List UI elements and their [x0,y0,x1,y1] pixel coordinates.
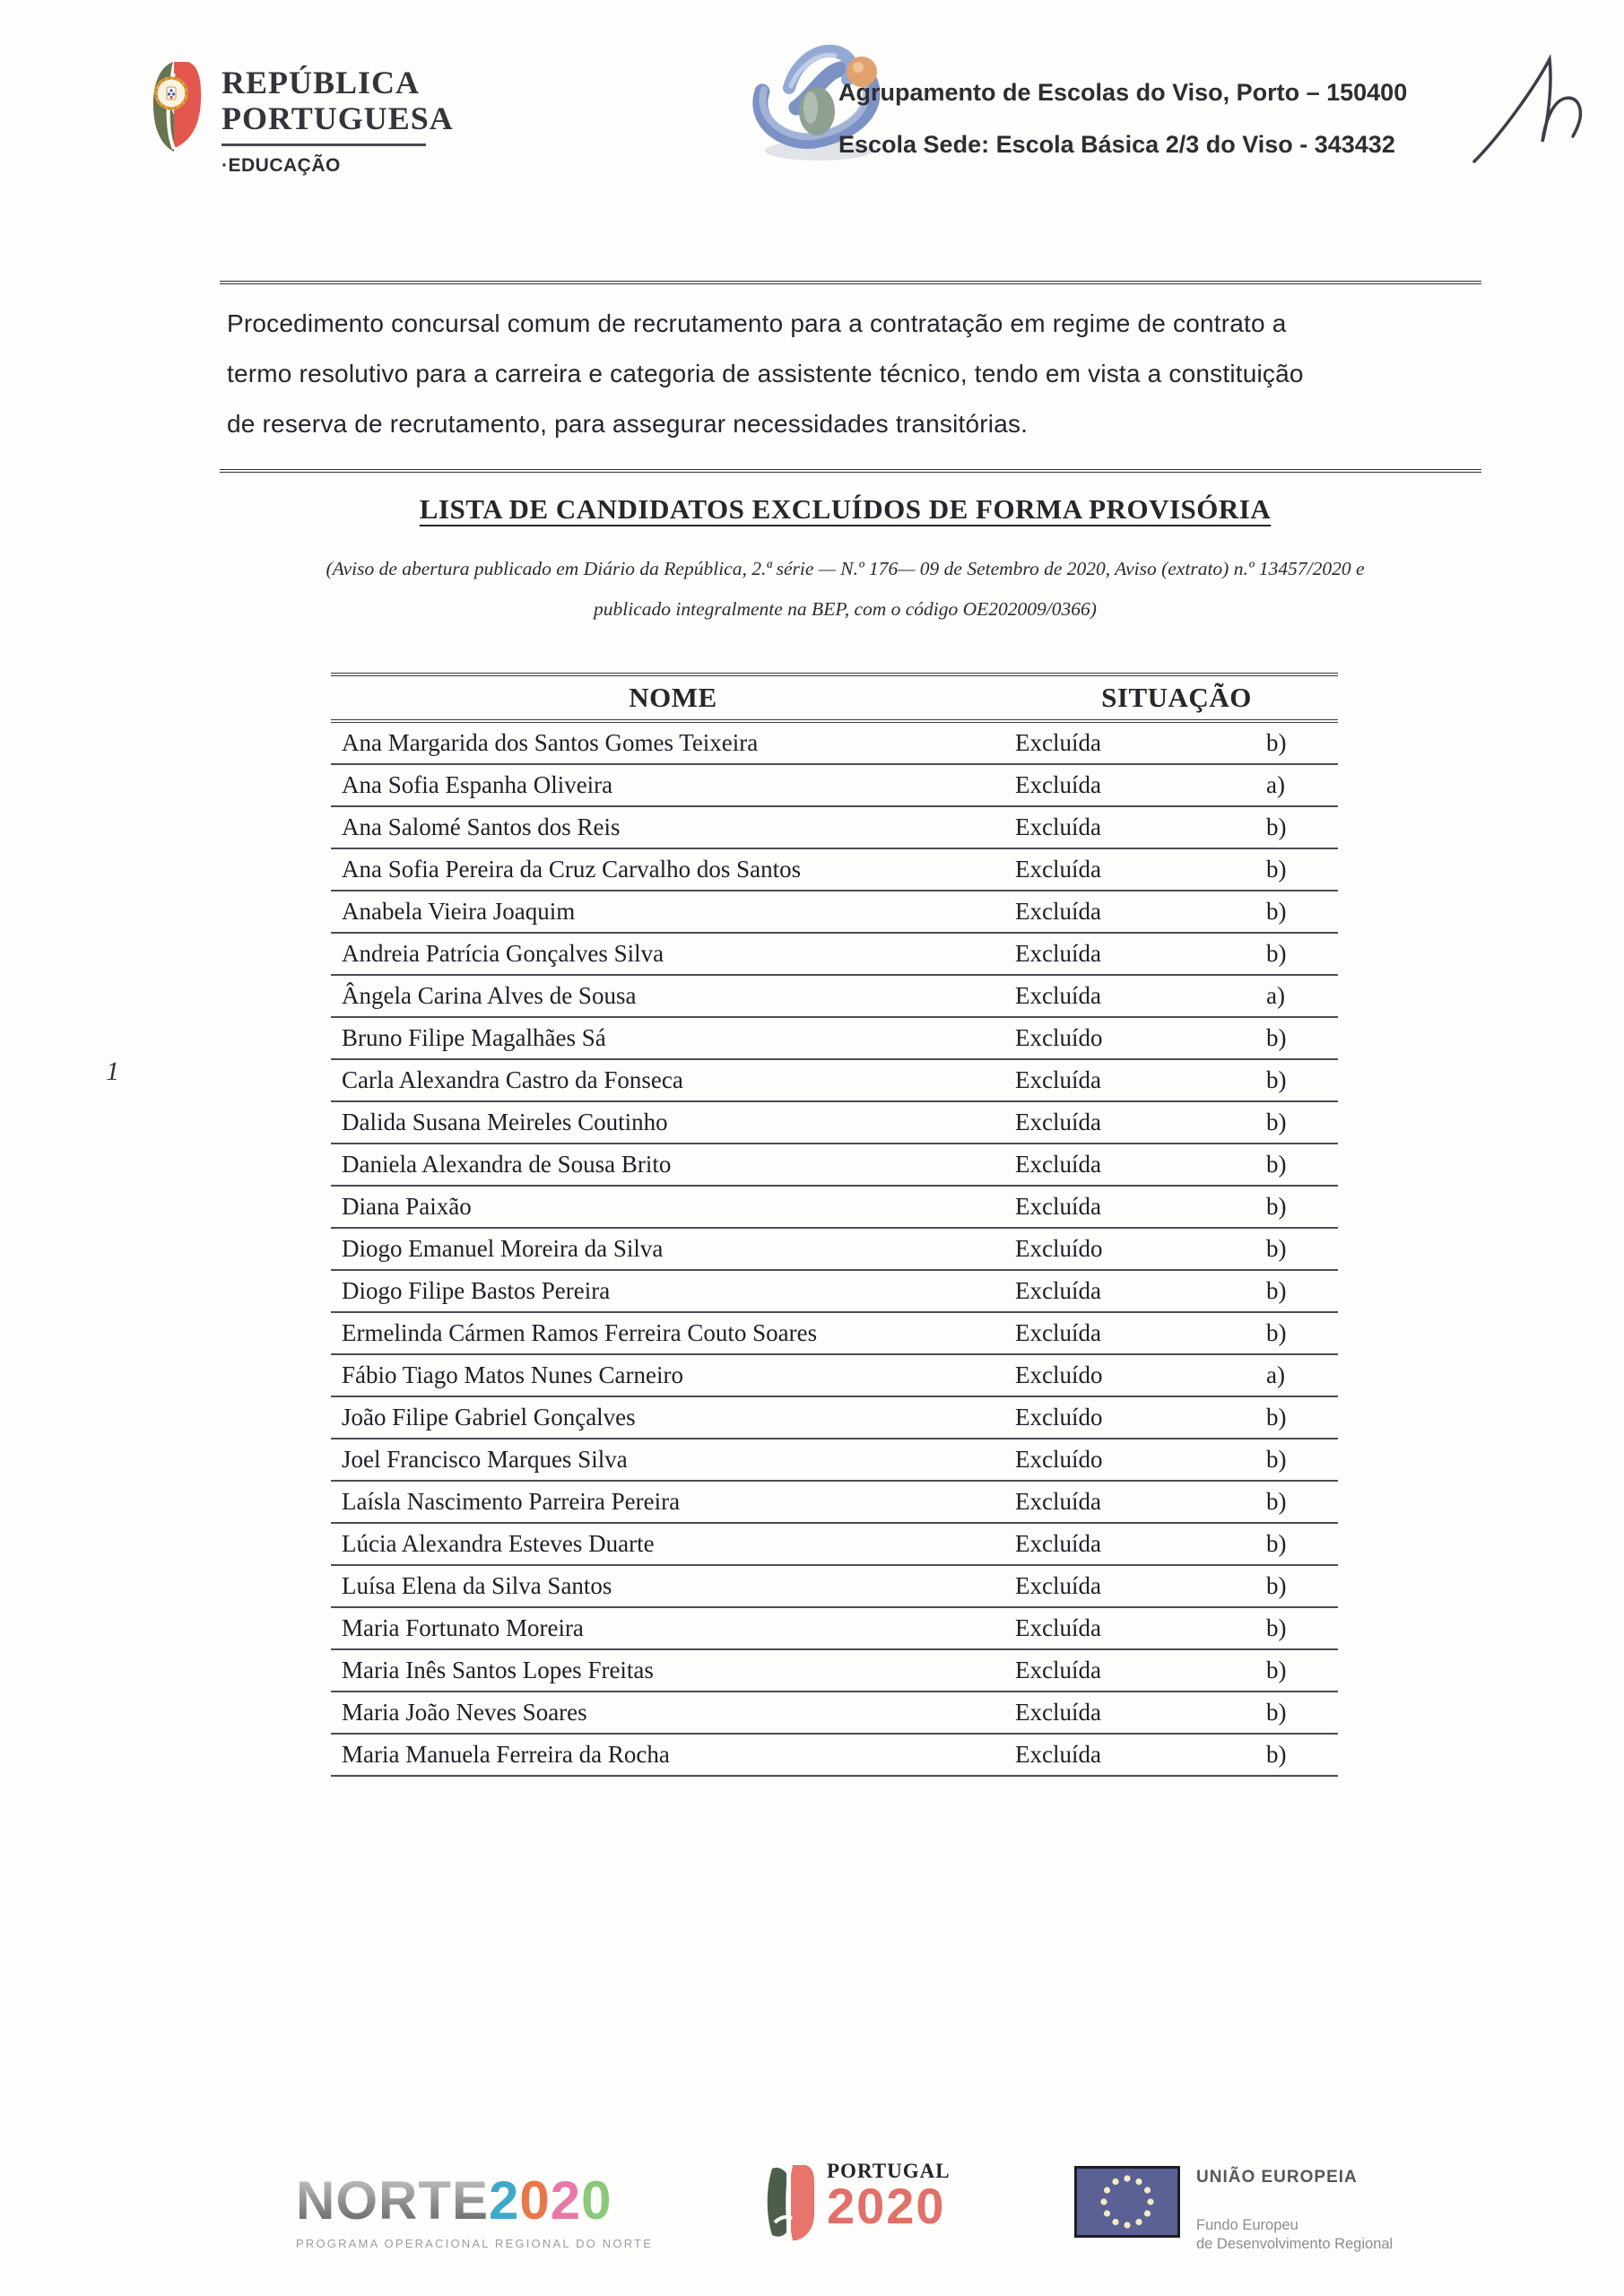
table-row [331,849,1338,891]
candidate-status: Excluída [1015,1193,1101,1220]
table-row [331,891,1338,934]
candidate-name: Maria Inês Santos Lopes Freitas [342,1657,654,1683]
eu-name-text: UNIÃO EUROPEIA [1196,2168,1358,2187]
candidate-name: Laísla Nascimento Parreira Pereira [342,1488,681,1515]
candidate-name: Carla Alexandra Castro da Fonseca [342,1066,683,1093]
norte-year-digit: 2 [489,2170,520,2231]
gov-name-line1: REPÚBLICA [221,65,421,100]
candidate-note: b) [1266,940,1287,967]
candidate-status: Excluído [1015,1404,1103,1431]
table-row [331,1482,1338,1524]
portugal2020-flag-icon [764,2160,820,2246]
document-title: LISTA DE CANDIDATOS EXCLUÍDOS DE FORMA PROVISÓRIA [419,493,1272,525]
candidate-note: b) [1266,1151,1287,1178]
candidate-name: Ana Sofia Pereira da Cruz Carvalho dos Santos [342,856,802,883]
candidate-name: Dalida Susana Meireles Coutinho [342,1109,668,1135]
candidate-status: Excluído [1015,1235,1103,1262]
gov-dept-label: ·EDUCAÇÃO [221,155,341,176]
candidate-note: b) [1266,729,1287,756]
candidate-note: a) [1266,771,1285,798]
candidate-name: Ermelinda Cármen Ramos Ferreira Couto Soares [342,1319,818,1346]
candidate-name: João Filipe Gabriel Gonçalves [342,1404,636,1431]
candidate-status: Excluído [1015,1361,1103,1388]
column-header-nome: NOME [629,682,717,713]
norte-year-digit: 2 [550,2170,582,2231]
table-row [331,1102,1338,1144]
table-row [331,1650,1338,1692]
candidate-note: b) [1266,1741,1287,1768]
candidate-status: Excluído [1015,1024,1103,1051]
subtitle-line: (Aviso de abertura publicado em Diário da República, 2.ª série — N.º 176— 09 de Setembro de 2020, Aviso (extrato) n.º 13457/2020 e [326,558,1365,579]
candidate-status: Excluída [1015,1741,1101,1768]
norte-year-digit: 0 [519,2170,551,2231]
candidate-name: Diana Paixão [342,1193,472,1220]
eu-fund-line1: Fundo Europeu [1196,2217,1298,2233]
candidate-note: a) [1266,1361,1285,1388]
candidate-status: Excluída [1015,1277,1101,1304]
candidate-name: Ana Sofia Espanha Oliveira [342,771,613,798]
candidate-note: b) [1266,1404,1287,1431]
table-row [331,1229,1338,1271]
procedure-notice [220,281,1481,473]
candidate-note: a) [1266,982,1285,1009]
candidate-note: b) [1266,1277,1287,1304]
gov-divider [221,144,426,146]
candidate-note: b) [1266,1024,1287,1051]
candidate-note: b) [1266,1488,1287,1515]
table-row [331,976,1338,1018]
table-row [331,934,1338,976]
candidate-status: Excluída [1015,813,1101,840]
table-row [331,1692,1338,1735]
candidate-name: Joel Francisco Marques Silva [342,1446,628,1473]
table-row [331,1271,1338,1313]
uniao-europeia-logo [1074,2166,1393,2254]
portugal-year-text: 2020 [827,2178,946,2234]
column-header-situacao: SITUAÇÃO [1101,682,1252,713]
candidate-name: Diogo Filipe Bastos Pereira [342,1277,611,1304]
candidate-status: Excluída [1015,1699,1101,1726]
table-row [331,1397,1338,1439]
table-row [331,1018,1338,1060]
candidate-name: Anabela Vieira Joaquim [342,898,576,925]
candidate-name: Fábio Tiago Matos Nunes Carneiro [342,1361,683,1388]
candidate-name: Ângela Carina Alves de Sousa [342,982,637,1009]
handwritten-initials [1462,45,1610,175]
candidate-note: b) [1266,1657,1287,1683]
table-row [331,723,1338,765]
candidate-status: Excluída [1015,982,1101,1009]
table-body [331,723,1338,1777]
subtitle-line: publicado integralmente na BEP, com o código OE202009/0366) [594,598,1097,620]
table-row [331,1313,1338,1355]
portugal-brand-text: PORTUGAL [827,2160,951,2182]
candidate-name: Maria Fortunato Moreira [342,1614,584,1641]
candidate-name: Diogo Emanuel Moreira da Silva [342,1235,664,1262]
norte-brand-text: NORTE [296,2170,489,2231]
portugal2020-logo [764,2160,951,2246]
norte-year-digit: 0 [581,2170,612,2231]
candidate-status: Excluída [1015,1488,1101,1515]
candidate-note: b) [1266,898,1287,925]
candidate-name: Ana Salomé Santos dos Reis [342,813,621,840]
republica-portuguesa-logo [146,59,204,156]
table-row [331,1735,1338,1777]
table-row [331,1608,1338,1650]
candidates-table [331,673,1338,1777]
candidate-note: b) [1266,1446,1287,1473]
candidate-note: b) [1266,1066,1287,1093]
candidate-status: Excluída [1015,856,1101,883]
margin-page-mark: 1 [106,1057,119,1086]
table-row [331,807,1338,849]
candidate-status: Excluída [1015,898,1101,925]
candidate-status: Excluída [1015,1066,1101,1093]
candidate-note: b) [1266,1699,1287,1726]
candidate-status: Excluído [1015,1446,1103,1473]
table-row [331,1355,1338,1397]
candidate-name: Maria João Neves Soares [342,1699,587,1726]
notice-line: Procedimento concursal comum de recrutamento para a contratação em regime de contrato a [227,309,1287,337]
candidate-status: Excluída [1015,771,1101,798]
candidate-status: Excluída [1015,1530,1101,1557]
candidate-note: b) [1266,1319,1287,1346]
candidate-status: Excluída [1015,1319,1101,1346]
school-header-line2: Escola Sede: Escola Básica 2/3 do Viso - 343432 [838,131,1395,158]
candidate-status: Excluída [1015,1614,1101,1641]
candidate-note: b) [1266,1109,1287,1135]
table-row [331,765,1338,807]
notice-line: de reserva de recrutamento, para assegurar necessidades transitórias. [227,410,1029,438]
table-row [331,1060,1338,1102]
candidate-note: b) [1266,1530,1287,1557]
candidate-name: Lúcia Alexandra Esteves Duarte [342,1530,655,1557]
school-header-line1: Agrupamento de Escolas do Viso, Porto – 150400 [838,79,1408,106]
candidate-name: Andreia Patrícia Gonçalves Silva [342,940,664,967]
table-row [331,1144,1338,1187]
candidate-name: Daniela Alexandra de Sousa Brito [342,1151,672,1178]
candidate-status: Excluída [1015,1151,1101,1178]
document-subtitle [220,549,1471,630]
candidate-name: Ana Margarida dos Santos Gomes Teixeira [342,729,759,756]
candidate-note: b) [1266,1614,1287,1641]
candidate-note: b) [1266,1572,1287,1599]
eu-fund-line2: de Desenvolvimento Regional [1196,2236,1394,2252]
candidate-name: Luísa Elena da Silva Santos [342,1572,612,1599]
table-row [331,1187,1338,1229]
candidate-status: Excluída [1015,1572,1101,1599]
candidate-status: Excluída [1015,1109,1101,1135]
candidate-status: Excluída [1015,1657,1101,1683]
gov-name-line2: PORTUGUESA [221,100,454,136]
candidate-note: b) [1266,856,1287,883]
candidate-note: b) [1266,813,1287,840]
table-header-row [331,673,1338,723]
norte-tagline: PROGRAMA OPERACIONAL REGIONAL DO NORTE [296,2237,654,2250]
norte2020-logo [296,2170,673,2250]
candidate-name: Maria Manuela Ferreira da Rocha [342,1741,670,1768]
candidate-note: b) [1266,1235,1287,1262]
table-row [331,1524,1338,1566]
gov-header-text [221,65,491,177]
table-row [331,1566,1338,1608]
candidate-status: Excluída [1015,729,1101,756]
notice-line: termo resolutivo para a carreira e categoria de assistente técnico, tendo em vista a constituição [227,360,1304,387]
eu-flag-icon [1074,2166,1180,2238]
candidate-name: Bruno Filipe Magalhães Sá [342,1024,606,1051]
table-row [331,1439,1338,1482]
candidate-note: b) [1266,1193,1287,1220]
candidate-status: Excluída [1015,940,1101,967]
